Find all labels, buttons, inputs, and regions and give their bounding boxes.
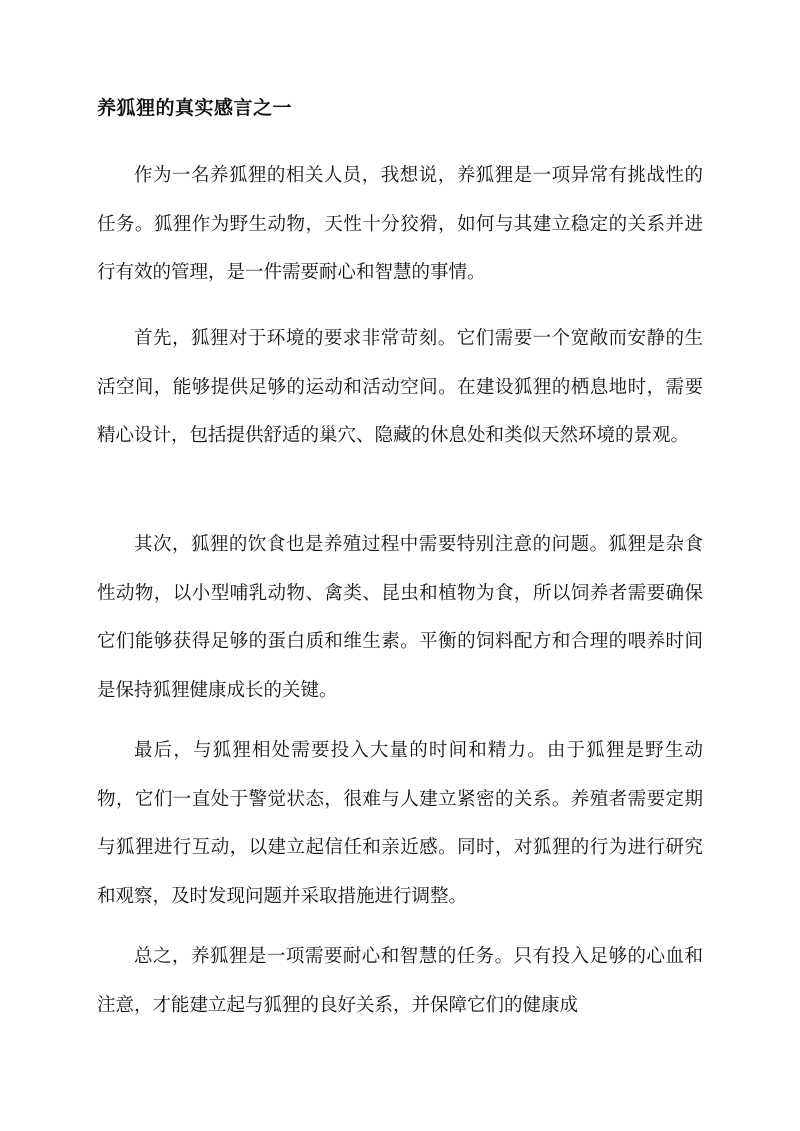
paragraph-interaction: 最后，与狐狸相处需要投入大量的时间和精力。由于狐狸是野生动物，它们一直处于警觉状态，很难与人建立紧密的关系。养殖者需要定期与狐狸进行互动，以建立起信任和亲近感。同时，对狐狸的行为进行研究和观察，及时发现问题并采取措施进行调整。 — [97, 740, 703, 907]
paragraph-intro: 作为一名养狐狸的相关人员，我想说，养狐狸是一项异常有挑战性的任务。狐狸作为野生动物，天性十分狡猾，如何与其建立稳定的关系并进行有效的管理，是一件需要耐心和智慧的事情。 — [97, 165, 703, 283]
paragraph-diet: 其次，狐狸的饮食也是养殖过程中需要特别注意的问题。狐狸是杂食性动物，以小型哺乳动物、禽类、昆虫和植物为食，所以饲养者需要确保它们能够获得足够的蛋白质和维生素。平衡的饲料配方和合理的喂养时间是保持狐狸健康成长的关键。 — [97, 534, 703, 701]
paragraph-environment: 首先，狐狸对于环境的要求非常苛刻。它们需要一个宽敞而安静的生活空间，能够提供足够的运动和活动空间。在建设狐狸的栖息地时，需要精心设计，包括提供舒适的巢穴、隐藏的休息处和类似天然环境的景观。 — [97, 328, 703, 446]
document-title: 养狐狸的真实感言之一 — [97, 97, 293, 119]
paragraph-conclusion: 总之，养狐狸是一项需要耐心和智慧的任务。只有投入足够的心血和注意，才能建立起与狐狸的良好关系，并保障它们的健康成 — [97, 946, 703, 1016]
